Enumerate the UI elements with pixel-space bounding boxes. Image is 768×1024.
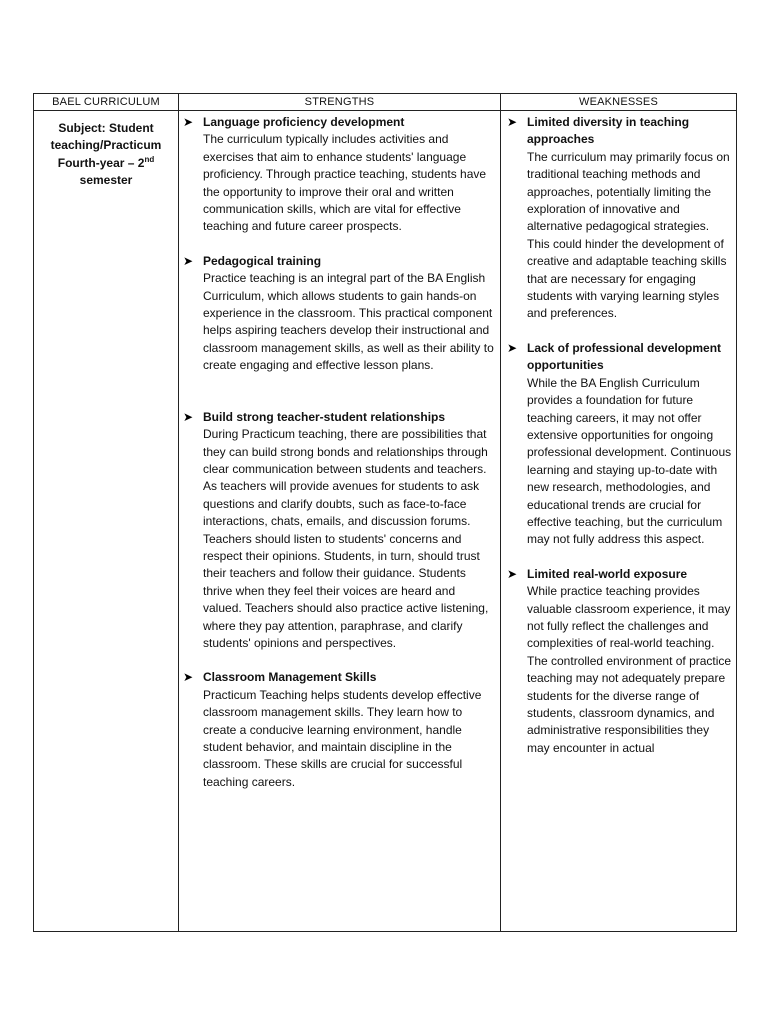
header-weaknesses: WEAKNESSES — [501, 94, 737, 111]
strength-item — [183, 409, 494, 653]
arrow-bullet-icon: ➤ — [507, 566, 518, 581]
arrow-bullet-icon: ➤ — [507, 340, 518, 355]
subject-line-1: Subject: Student — [58, 121, 154, 135]
strength-heading: Build strong teacher-student relationships — [203, 409, 446, 424]
weakness-item — [507, 566, 732, 757]
strength-heading: Classroom Management Skills — [203, 670, 377, 685]
weakness-text: While practice teaching provides valuable classroom experience, it may not fully reflect the challenges and complexities of real-world teaching. The controlled environment of practice teaching may not adequately prepare students for the diverse range of students, classroom dynamics, and administrative responsibilities they may encounter in actual — [527, 584, 732, 755]
strength-item — [183, 253, 494, 375]
weakness-heading: Limited diversity in teaching approaches — [527, 115, 690, 147]
content-row — [34, 111, 737, 932]
strength-text: The curriculum typically includes activities and exercises that aim to enhance students' language proficiency. Through practice teaching, students have the opportunity to improve their oral and written communication skills, which are vital for effective teaching and future career prospects. — [203, 132, 487, 234]
weakness-text: While the BA English Curriculum provides a foundation for future teaching careers, it may not offer extensive opportunities for ongoing professional development. Continuous learning and staying up-to-date with new research, methodologies, and educational trends are crucial for effective teaching, but the curriculum may not fully address this aspect. — [527, 375, 732, 547]
arrow-bullet-icon: ➤ — [183, 253, 194, 268]
header-row — [34, 94, 737, 111]
arrow-bullet-icon: ➤ — [183, 670, 194, 685]
weakness-item — [507, 340, 732, 549]
strength-text: During Practicum teaching, there are possibilities that they can build strong bonds and relationships through clear communication between students and teachers. As teachers will provide avenues for students to ask questions and clarify doubts, such as face-to-face interactions, chats, emails, and discussion forums. Teachers should listen to students' concerns and respect their opinions. Students, in turn, should trust their teachers and follow their guidance. Students thrive when they feel their voices are heard and valued. Teachers should also practice active listening, where they pay attention, paraphrase, and clarify students' opinions and perspectives. — [203, 427, 489, 650]
subject-line-3-superscript: nd — [144, 154, 155, 164]
strength-heading: Language proficiency development — [203, 115, 405, 129]
strength-heading: Pedagogical training — [203, 253, 322, 268]
arrow-bullet-icon: ➤ — [507, 115, 518, 129]
strength-item — [183, 669, 494, 791]
strengths-cell — [179, 111, 501, 932]
header-bael-curriculum: BAEL CURRICULUM — [34, 94, 179, 111]
subject-line-3: Fourth-year – 2 — [57, 155, 145, 170]
subject-text — [34, 111, 178, 190]
subject-cell — [34, 111, 179, 932]
arrow-bullet-icon: ➤ — [183, 115, 194, 129]
subject-line-4: semester — [79, 173, 133, 188]
weakness-text: The curriculum may primarily focus on traditional teaching methods and approaches, potentially limiting the exploration of innovative and alternative pedagogical strategies. This could hinder the development of creative and adaptable teaching skills that are necessary for engaging students with varying learning styles and preferences. — [527, 149, 730, 321]
arrow-bullet-icon: ➤ — [183, 409, 194, 424]
weakness-item — [507, 114, 732, 323]
strength-item — [183, 114, 494, 236]
subject-line-2: teaching/Practicum — [50, 138, 162, 153]
weaknesses-cell — [501, 111, 737, 932]
strength-text: Practice teaching is an integral part of the BA English Curriculum, which allows students to gain hands-on experience in the classroom. This practical component helps aspiring teachers develop their instructional and classroom management skills, as well as their ability to create engaging and effective lesson plans. — [203, 271, 494, 373]
strength-text: Practicum Teaching helps students develop effective classroom management skills. They learn how to create a conducive learning environment, handle student behavior, and maintain discipline in the classroom. These skills are crucial for successful teaching careers. — [203, 687, 482, 789]
weakness-heading: Lack of professional development opportunities — [527, 340, 722, 373]
weakness-heading: Limited real-world exposure — [527, 566, 688, 581]
header-strengths: STRENGTHS — [179, 94, 501, 111]
curriculum-table — [33, 93, 737, 932]
